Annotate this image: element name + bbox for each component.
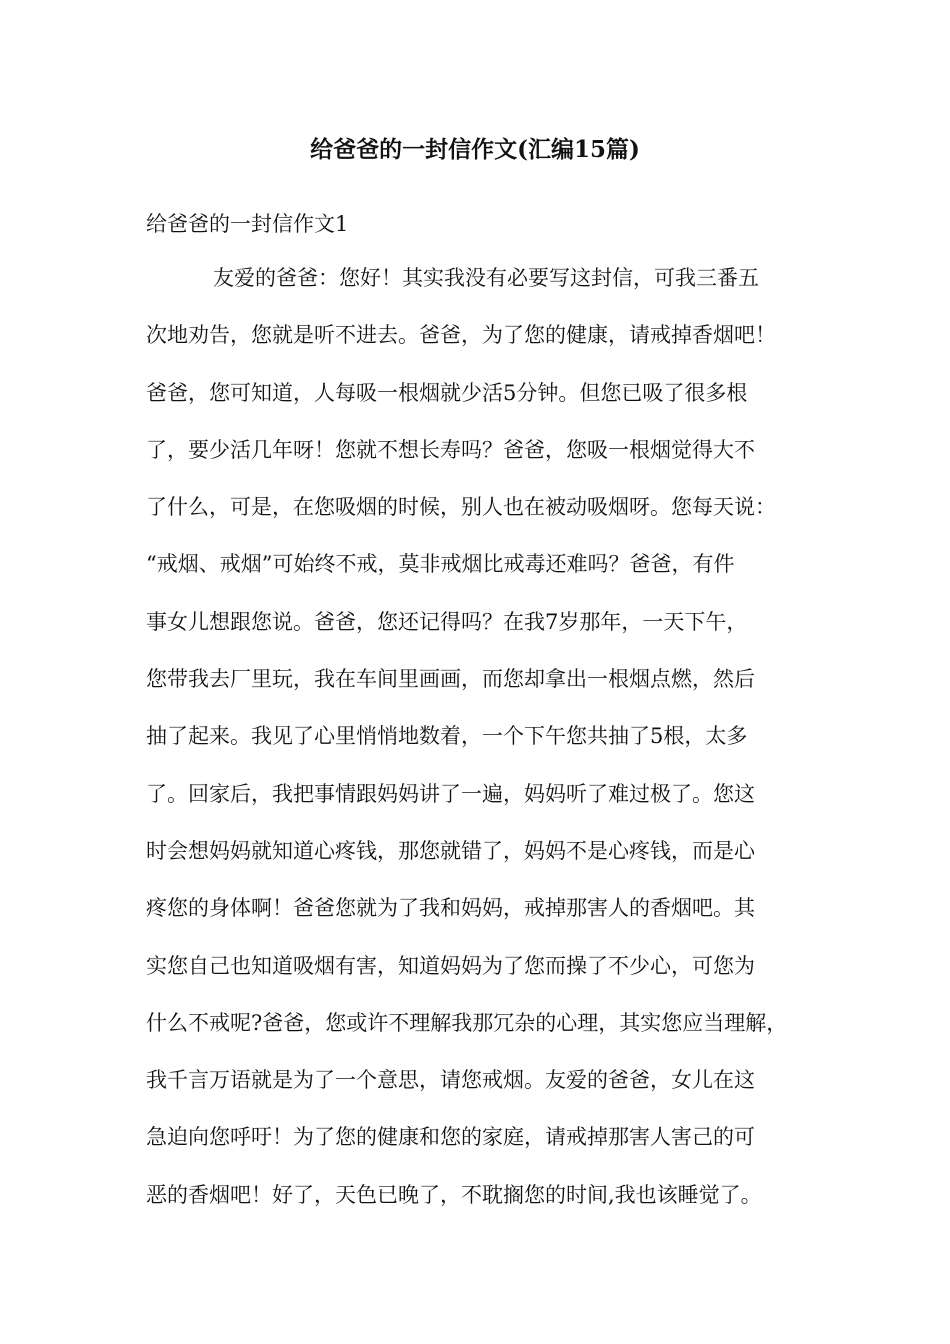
paragraph-line: 疼您的身体啊！爸爸您就为了我和妈妈，戒掉那害人的香烟吧。其 [146,896,755,921]
paragraph-line: 抽了起来。我见了心里悄悄地数着，一个下午您共抽了5根，太多 [146,724,748,749]
paragraph-line: 了。回家后，我把事情跟妈妈讲了一遍，妈妈听了难过极了。您这 [146,781,755,806]
paragraph-line: 友爱的爸爸：您好！其实我没有必要写这封信，可我三番五 [213,266,759,290]
paragraph-line: “戒烟、戒烟”可始终不戒，莫非戒烟比戒毒还难吗？爸爸，有件 [146,552,735,577]
paragraph-line: 了，要少活几年呀！您就不想长寿吗？爸爸，您吸一根烟觉得大不 [146,437,755,462]
section-heading: 给爸爸的一封信作文1 [146,212,349,236]
paragraph-line: 您带我去厂里玩，我在车间里画画，而您却拿出一根烟点燃，然后 [146,667,755,692]
paragraph-line: 实您自己也知道吸烟有害，知道妈妈为了您而操了不少心，可您为 [146,953,755,978]
paragraph-line: 我千言万语就是为了一个意思，请您戒烟。友爱的爸爸，女儿在这 [146,1068,755,1093]
body-text [146,257,814,1231]
paragraph-line: 时会想妈妈就知道心疼钱，那您就错了，妈妈不是心疼钱，而是心 [146,838,755,863]
paragraph-line: 什么不戒呢?爸爸，您或许不理解我那冗杂的心理，其实您应当理解， [146,1010,788,1035]
document-title: 给爸爸的一封信作文(汇编15篇) [310,136,640,163]
paragraph-line: 次地劝告，您就是听不进去。爸爸，为了您的健康，请戒掉香烟吧！ [146,323,776,348]
paragraph-line: 事女儿想跟您说。爸爸，您还记得吗？在我7岁那年，一天下午， [146,609,748,634]
paragraph-line: 了什么，可是，在您吸烟的时候，别人也在被动吸烟呀。您每天说： [146,495,776,520]
paragraph-line: 爸爸，您可知道，人每吸一根烟就少活5分钟。但您已吸了很多根 [146,380,748,405]
paragraph-line: 恶的香烟吧！好了，天色已晚了，不耽搁您的时间,我也该睡觉了。 [146,1182,762,1207]
paragraph-line: 急迫向您呼吁！为了您的健康和您的家庭，请戒掉那害人害己的可 [146,1125,755,1150]
